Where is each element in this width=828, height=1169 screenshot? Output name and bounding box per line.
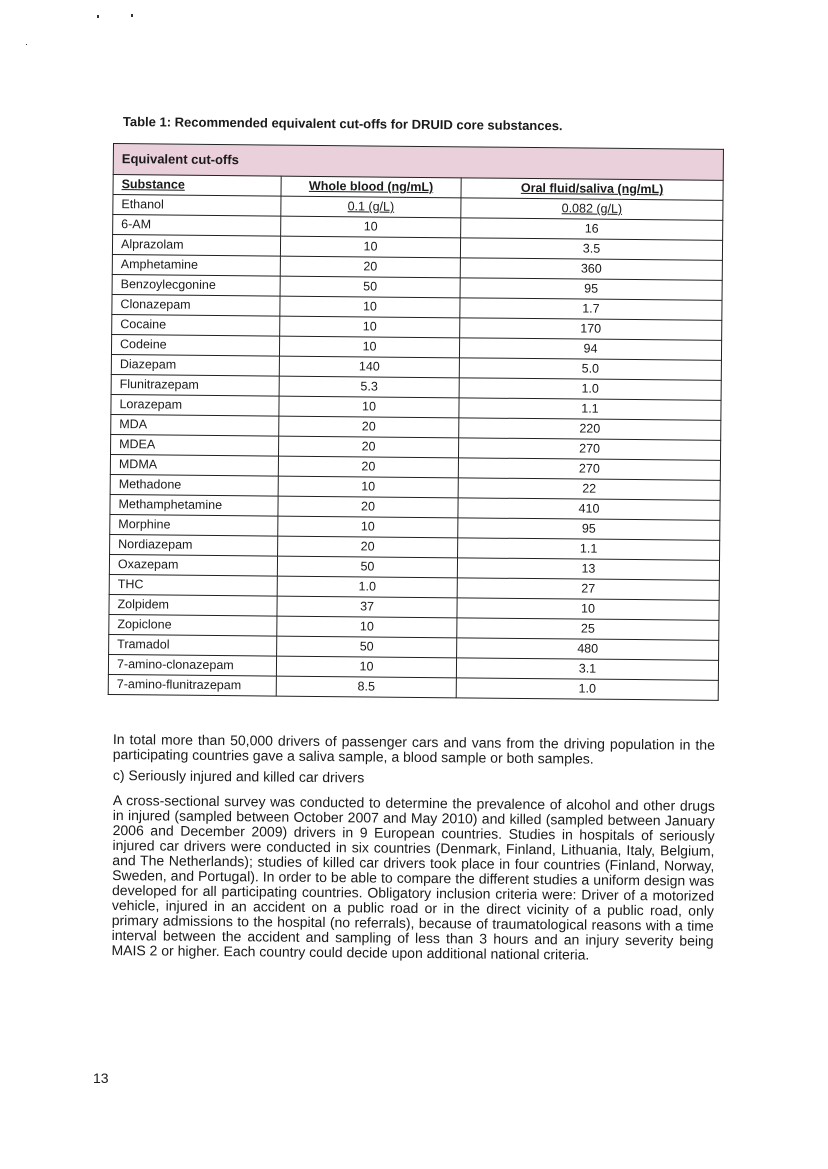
cell-substance: 6-AM	[113, 215, 281, 237]
paragraph-driving-population: In total more than 50,000 drivers of passenger cars and vans from the driving population in the participating countries gave a saliva sample, a blood sample or both samples.	[112, 731, 715, 767]
cell-oral-fluid: 10	[457, 598, 719, 621]
cell-whole-blood: 1.0	[277, 576, 457, 598]
cell-oral-fluid: 25	[457, 618, 719, 641]
cell-substance: Clonazepam	[112, 294, 280, 316]
cell-substance: Zopiclone	[109, 614, 277, 636]
cell-whole-blood: 50	[280, 276, 460, 298]
cell-substance: 7-amino-flunitrazepam	[108, 674, 276, 696]
cell-substance: Diazepam	[111, 354, 279, 376]
cell-oral-fluid: 0.082 (g/L)	[461, 198, 723, 221]
cell-substance: Amphetamine	[112, 254, 280, 276]
cell-substance: MDEA	[111, 434, 279, 456]
table-caption: Table 1: Recommended equivalent cut-offs for DRUID core substances.	[122, 114, 563, 134]
scan-speck	[26, 44, 27, 45]
cell-oral-fluid: 27	[457, 578, 719, 601]
cell-substance: Alprazolam	[112, 235, 280, 257]
cell-whole-blood: 10	[280, 316, 460, 338]
cell-oral-fluid: 1.0	[456, 678, 718, 701]
cell-oral-fluid: 94	[459, 338, 721, 361]
section-heading-injured-killed: c) Seriously injured and killed car drivers	[112, 767, 365, 786]
cell-whole-blood: 8.5	[276, 676, 456, 698]
cell-oral-fluid: 95	[458, 518, 720, 541]
cell-oral-fluid: 16	[461, 218, 723, 241]
cell-substance: 7-amino-clonazepam	[108, 654, 276, 676]
cell-whole-blood: 20	[278, 536, 458, 558]
paragraph-cross-sectional-survey: A cross-sectional survey was conducted to determine the prevalence of alcohol and other drugs in injured (sampled between October 2007 and May 2010) and killed (sampled between January 2006 and December 2009) drivers in 9 European countries. Studies in hospitals of seriously injured car drivers were conducted in six countries (Denmark, Finland, Lithuania, Italy, Belgium, and The Netherlands); studies of killed car drivers took place in four countries (Finland, Norway, Sweden, and Portugal). In order to be able to compare the different studies a uniform design was developed for all participating countries. Obligatory inclusion criteria were: Driver of a motorized vehicle, injured in an accident on a public road or in the direct vicinity of a public road, only primary admissions to the hospital (no referrals), because of traumatological reasons with a time interval between the accident and sampling of less than 3 hours and an injury severity being MAIS 2 or higher. Each country could decide upon additional national criteria.	[111, 792, 715, 963]
page-number: 13	[93, 1070, 109, 1086]
cell-whole-blood: 10	[280, 236, 460, 258]
cell-whole-blood: 140	[279, 356, 459, 378]
cell-whole-blood: 20	[280, 256, 460, 278]
cell-whole-blood: 10	[278, 476, 458, 498]
cell-oral-fluid: 22	[458, 478, 720, 501]
cell-substance: Zolpidem	[109, 594, 277, 616]
group-header: Equivalent cut-offs	[113, 144, 723, 181]
cell-substance: THC	[109, 574, 277, 596]
cell-substance: Codeine	[111, 334, 279, 356]
cell-whole-blood: 37	[277, 596, 457, 618]
cell-substance: Methamphetamine	[110, 494, 278, 516]
cell-substance: Lorazepam	[111, 394, 279, 416]
cell-whole-blood: 5.3	[279, 376, 459, 398]
cell-oral-fluid: 13	[457, 558, 719, 581]
cell-oral-fluid: 3.5	[460, 238, 722, 261]
cutoff-table	[108, 143, 724, 701]
cell-whole-blood: 10	[277, 616, 457, 638]
cell-substance: Tramadol	[109, 634, 277, 656]
cell-substance: Cocaine	[112, 314, 280, 336]
cell-substance: MDA	[111, 414, 279, 436]
cell-substance: Oxazepam	[109, 554, 277, 576]
cell-oral-fluid: 410	[458, 498, 720, 521]
cell-substance: Nordiazepam	[110, 534, 278, 556]
scan-speck	[97, 15, 99, 18]
cell-substance: Benzoylecgonine	[112, 274, 280, 296]
cell-substance: MDMA	[110, 454, 278, 476]
cell-oral-fluid: 480	[457, 638, 719, 661]
cell-oral-fluid: 170	[460, 318, 722, 341]
table-body	[108, 195, 723, 701]
column-header-whole-blood: Whole blood (ng/mL)	[281, 176, 461, 198]
cell-substance: Flunitrazepam	[111, 374, 279, 396]
scan-speck	[131, 14, 133, 17]
cell-oral-fluid: 270	[458, 458, 720, 481]
cell-oral-fluid: 220	[459, 418, 721, 441]
column-header-substance: Substance	[113, 175, 281, 197]
cell-substance: Ethanol	[113, 195, 281, 217]
cell-whole-blood: 10	[281, 216, 461, 238]
column-header-oral-fluid: Oral fluid/saliva (ng/mL)	[461, 178, 723, 201]
cell-whole-blood: 20	[279, 416, 459, 438]
cell-whole-blood: 0.1 (g/L)	[281, 196, 461, 218]
cell-oral-fluid: 3.1	[456, 658, 718, 681]
cell-whole-blood: 20	[278, 456, 458, 478]
cell-whole-blood: 50	[277, 636, 457, 658]
cell-substance: Morphine	[110, 514, 278, 536]
cell-whole-blood: 10	[279, 336, 459, 358]
cell-whole-blood: 20	[279, 436, 459, 458]
table-group-header-row	[113, 144, 723, 181]
cell-whole-blood: 10	[279, 396, 459, 418]
cell-substance: Methadone	[110, 474, 278, 496]
cell-whole-blood: 10	[276, 656, 456, 678]
cell-oral-fluid: 1.1	[458, 538, 720, 561]
cell-oral-fluid: 5.0	[459, 358, 721, 381]
cell-oral-fluid: 95	[460, 278, 722, 301]
cell-whole-blood: 10	[278, 516, 458, 538]
cell-oral-fluid: 1.1	[459, 398, 721, 421]
cell-oral-fluid: 270	[458, 438, 720, 461]
cutoff-table-container	[108, 143, 723, 701]
cell-oral-fluid: 1.7	[460, 298, 722, 321]
cell-oral-fluid: 360	[460, 258, 722, 281]
cell-whole-blood: 10	[280, 296, 460, 318]
cell-oral-fluid: 1.0	[459, 378, 721, 401]
cell-whole-blood: 50	[277, 556, 457, 578]
cell-whole-blood: 20	[278, 496, 458, 518]
